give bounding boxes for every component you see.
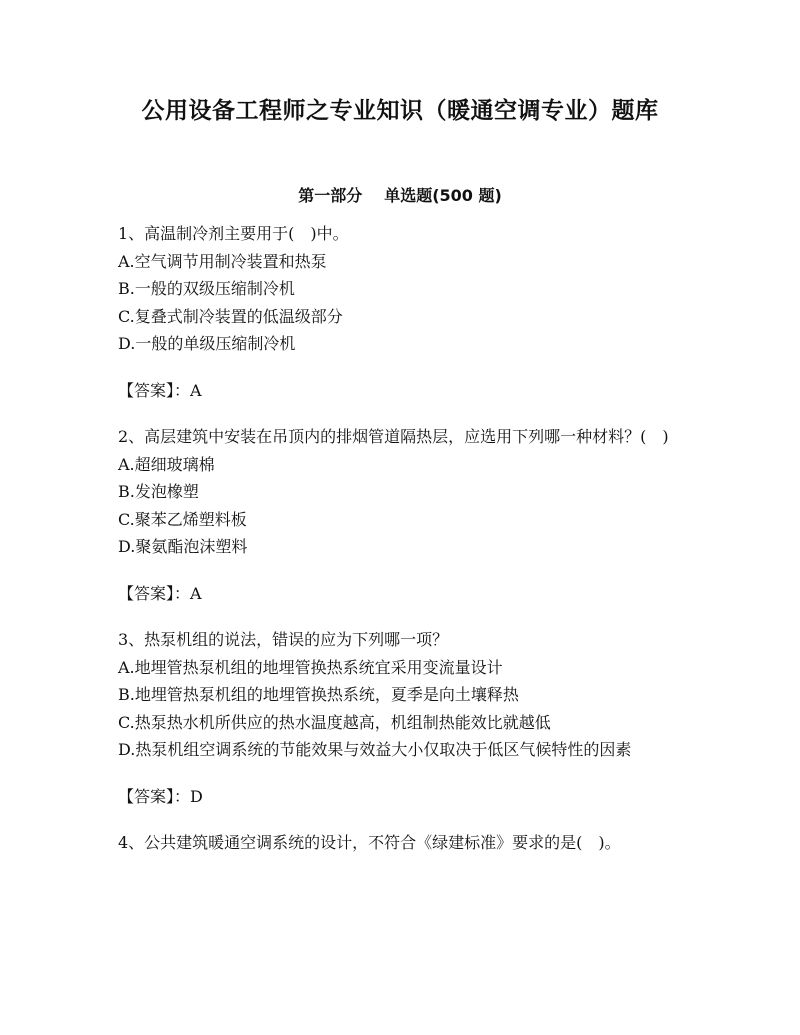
answer-line: 【答案】：D: [118, 786, 203, 806]
answer-line: 【答案】：A: [118, 380, 202, 400]
section-part: 第一部分: [298, 186, 363, 205]
option-c: C.热泵热水机所供应的热水温度越高，机组制热能效比就越低: [118, 712, 551, 732]
question-4: [118, 829, 678, 857]
section-name: 单选题(500 题): [384, 186, 502, 205]
option-c: C.复叠式制冷装置的低温级部分: [118, 306, 343, 326]
answer-line: 【答案】：A: [118, 583, 202, 603]
option-d: D.一般的单级压缩制冷机: [118, 334, 296, 353]
option-b: B.地埋管热泵机组的地埋管换热系统，夏季是向土壤释热: [118, 685, 519, 704]
option-a: A.空气调节用制冷装置和热泵: [118, 251, 327, 271]
question-list: [118, 220, 678, 857]
option-a: A.地埋管热泵机组的地埋管换热系统宜采用变流量设计: [118, 657, 503, 677]
question-stem: 1、高温制冷剂主要用于( )中。: [118, 224, 349, 243]
option-a: A.超细玻璃棉: [118, 454, 215, 474]
option-c: C.聚苯乙烯塑料板: [118, 509, 247, 529]
document-title: 公用设备工程师之专业知识（暖通空调专业）题库: [141, 98, 659, 124]
question-1: [118, 220, 678, 404]
option-b: B.一般的双级压缩制冷机: [118, 279, 295, 298]
question-2: [118, 423, 678, 607]
question-stem: 4、公共建筑暖通空调系统的设计，不符合《绿建标准》要求的是( )。: [118, 833, 621, 852]
section-title: [0, 183, 800, 206]
option-d: D.热泵机组空调系统的节能效果与效益大小仅取决于低区气候特性的因素: [118, 740, 632, 759]
option-d: D.聚氨酯泡沫塑料: [118, 537, 248, 556]
option-b: B.发泡橡塑: [118, 482, 199, 501]
question-stem: 2、高层建筑中安装在吊顶内的排烟管道隔热层，应选用下列哪一种材料？( ): [118, 427, 669, 446]
question-stem: 3、热泵机组的说法，错误的应为下列哪一项？: [118, 630, 449, 649]
question-3: [118, 626, 678, 810]
